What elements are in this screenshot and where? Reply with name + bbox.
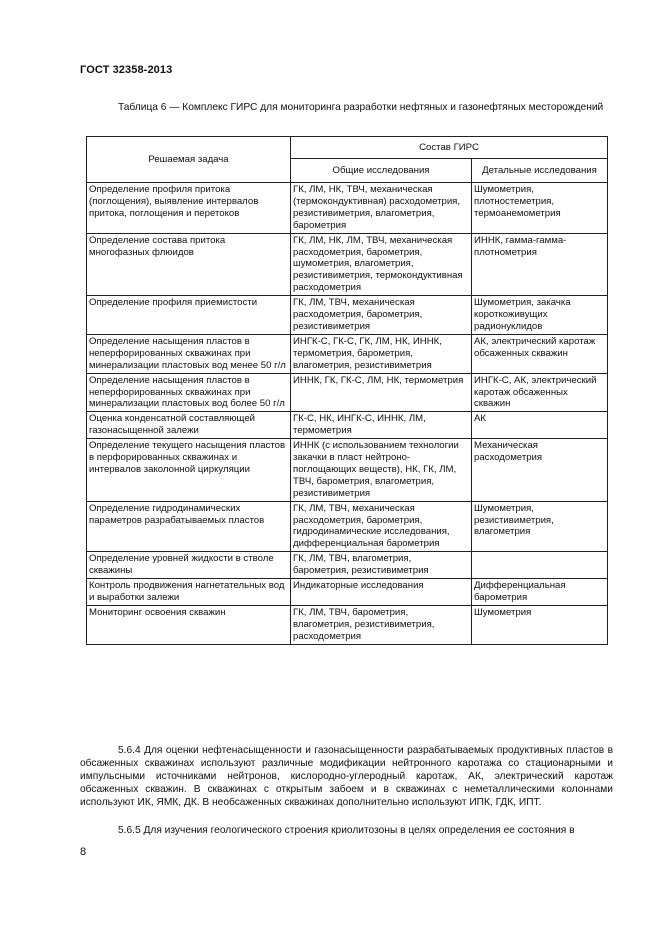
table-row (87, 552, 608, 579)
cell-detailed: Дифференциальная барометрия (472, 579, 608, 606)
column-header-composition: Состав ГИРС (291, 137, 608, 159)
cell-task: Мониторинг освоения скважин (87, 605, 291, 644)
cell-general: ГК-С, НК, ИНГК-С, ИННК, ЛМ, термометрия (291, 412, 472, 439)
table-row (87, 233, 608, 296)
ghirs-complex-table (86, 136, 608, 645)
cell-detailed: ИНГК-С, АК, электрический каротаж обсаженных скважин (472, 373, 608, 412)
cell-general: Индикаторные исследования (291, 579, 472, 606)
cell-general: ГК, ЛМ, ТВЧ, механическая расходометрия, барометрия, гидродинамические исследования, дифференциальная барометрия (291, 501, 472, 552)
cell-task: Определение уровней жидкости в стволе скважины (87, 552, 291, 579)
cell-task: Определение профиля приемистости (87, 296, 291, 335)
table-row (87, 412, 608, 439)
cell-general: ГК, ЛМ, НК, ЛМ, ТВЧ, механическая расходометрия, барометрия, шумометрия, влагометрия, резистивиметрия, термокондуктивная расходометрия (291, 233, 472, 296)
table-row (87, 605, 608, 644)
document-standard-header: ГОСТ 32358-2013 (80, 64, 173, 76)
cell-detailed: Шумометрия, резистивиметрия, влагометрия (472, 501, 608, 552)
cell-general: ГК, ЛМ, ТВЧ, влагометрия, барометрия, резистивиметрия (291, 552, 472, 579)
table-row (87, 501, 608, 552)
cell-task: Определение насыщения пластов в неперфорированных скважинах при минерализации пластовых вод более 50 г/л (87, 373, 291, 412)
cell-general: ГК, ЛМ, НК, ТВЧ, механическая (термокондуктивная) расходометрия, резистивиметрия, влагометрия, барометрия (291, 183, 472, 234)
table-row (87, 579, 608, 606)
cell-detailed: АК, электрический каротаж обсаженных скважин (472, 334, 608, 373)
cell-task: Контроль продвижения нагнетательных вод и выработки залежи (87, 579, 291, 606)
cell-task: Оценка конденсатной составляющей газонасыщенной залежи (87, 412, 291, 439)
table-row (87, 334, 608, 373)
paragraph-5-6-4: 5.6.4 Для оценки нефтенасыщенности и газонасыщенности разрабатываемых продуктивных пластов в обсаженных скважинах используют различные модификации нейтронного каротажа со стационарными и импульсными источниками нейтронов, кислородно-углеродный каротаж, АК, электрический каротаж обсаженных скважин. В скважинах с открытым забоем и в скважинах с неметаллическими колоннами используют ИК, ЯМК, ДК. В необсаженных скважинах дополнительно используют ИПК, ГДК, ИПТ. (80, 745, 613, 808)
paragraph-5-6-5: 5.6.5 Для изучения геологического строения криолитозоны в целях определения ее состояния в (118, 825, 575, 836)
column-header-task: Решаемая задача (87, 137, 291, 183)
cell-general: ИННК (с использованием технологии закачки в пласт нейтроно-поглощающих веществ), НК, ГК, ЛМ, ТВЧ, барометрия, влагометрия, резистивиметрия (291, 439, 472, 502)
cell-detailed: Шумометрия (472, 605, 608, 644)
cell-detailed: Шумометрия, закачка короткоживущих радионуклидов (472, 296, 608, 335)
column-header-detailed: Детальные исследования (472, 159, 608, 183)
cell-detailed: АК (472, 412, 608, 439)
table-row (87, 439, 608, 502)
table-row (87, 296, 608, 335)
table-body (87, 183, 608, 645)
cell-task: Определение насыщения пластов в неперфорированных скважинах при минерализации пластовых вод менее 50 г/л (87, 334, 291, 373)
cell-task: Определение гидродинамических параметров разрабатываемых пластов (87, 501, 291, 552)
table-row (87, 373, 608, 412)
cell-detailed: Механическая расходометрия (472, 439, 608, 502)
page-number: 8 (80, 846, 87, 858)
cell-detailed: ИННК, гамма-гамма-плотнометрия (472, 233, 608, 296)
cell-task: Определение текущего насыщения пластов в перфорированных скважинах и интервалов заколонной циркуляции (87, 439, 291, 502)
cell-general: ИННК, ГК, ГК-С, ЛМ, НК, термометрия (291, 373, 472, 412)
cell-general: ГК, ЛМ, ТВЧ, механическая расходометрия, барометрия, резистивиметрия (291, 296, 472, 335)
cell-task: Определение состава притока многофазных флюидов (87, 233, 291, 296)
cell-detailed (472, 552, 608, 579)
cell-general: ГК, ЛМ, ТВЧ, барометрия, влагометрия, резистивиметрия, расходометрия (291, 605, 472, 644)
cell-general: ИНГК-С, ГК-С, ГК, ЛМ, НК, ИННК, термометрия, барометрия, влагометрия, резистивиметрия (291, 334, 472, 373)
table-row (87, 183, 608, 234)
column-header-general: Общие исследования (291, 159, 472, 183)
cell-task: Определение профиля притока (поглощения), выявление интервалов притока, поглощения и перетоков (87, 183, 291, 234)
table-caption: Таблица 6 — Комплекс ГИРС для мониторинга разработки нефтяных и газонефтяных месторождений (118, 102, 604, 113)
cell-detailed: Шумометрия, плотностеметрия, термоанемометрия (472, 183, 608, 234)
